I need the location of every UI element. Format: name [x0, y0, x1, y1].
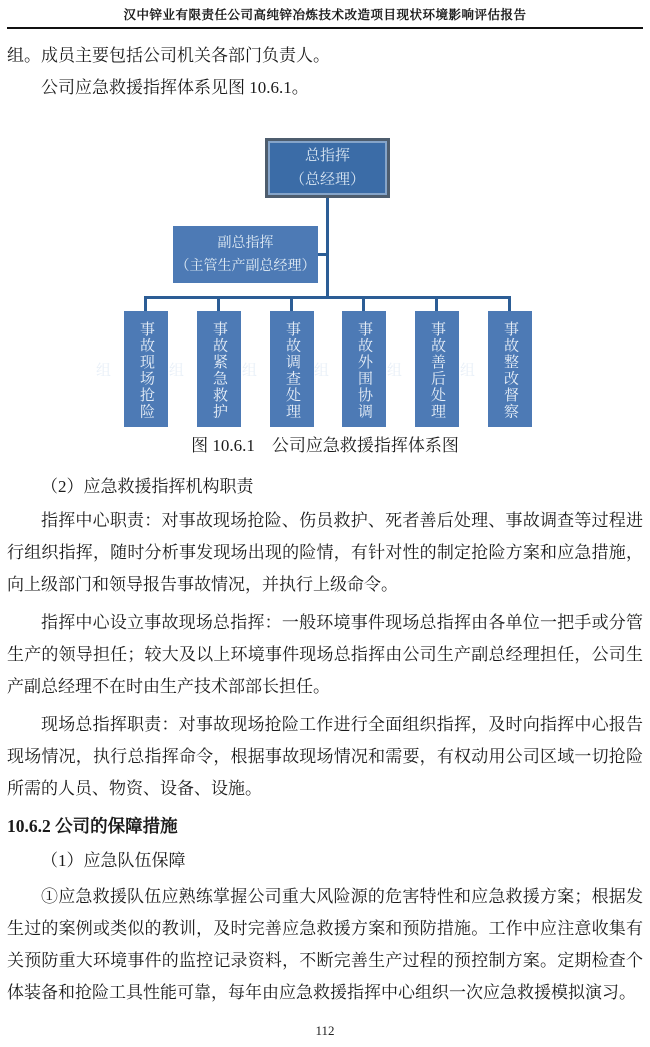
commander-label-line2: （总经理） — [289, 172, 365, 188]
connector-drop-3 — [290, 296, 293, 312]
figure-caption: 图 10.6.1 公司应急救援指挥体系图 — [191, 436, 459, 455]
connector-drop-6 — [508, 296, 511, 312]
list-item-sub1: （1）应急队伍保障 — [41, 851, 186, 870]
paragraph-onsite-commander-setup: 指挥中心设立事故现场总指挥：一般环境事件现场总指挥由各单位一把手或分管生产的领导担任；较大及以上环境事件现场总指挥由公司生产副总经理担任，公司生产副总经理不在时由生产技术部部长担任。 — [7, 613, 643, 696]
paragraph-figure-intro: 公司应急救援指挥体系见图 10.6.1。 — [41, 78, 309, 97]
list-item-section2: （2）应急救援指挥机构职责 — [41, 477, 254, 496]
org-chart-node-commander — [265, 138, 390, 198]
org-chart-node-group-aftermath: 事故善后处理组 — [415, 311, 459, 427]
connector-drop-2 — [217, 296, 220, 312]
commander-label-line1: 总指挥 — [304, 148, 350, 164]
connector-drop-5 — [435, 296, 438, 312]
org-chart-node-group-rescue: 事故现场抢险组 — [124, 311, 168, 427]
org-chart-node-group-investigation: 事故调查处理组 — [270, 311, 314, 427]
section-heading-1062: 10.6.2 公司的保障措施 — [7, 816, 178, 836]
paragraph-command-center-duty: 指挥中心职责：对事故现场抢险、伤员救护、死者善后处理、事故调查等过程进行组织指挥，随时分析事发现场出现的险情，有针对性的制定抢险方案和应急措施，向上级部门和领导报告事故情况，并执行上级命令。 — [7, 511, 643, 594]
connector-drop-4 — [362, 296, 365, 312]
org-chart — [0, 138, 650, 428]
deputy-label-line2: （主管生产副总经理） — [175, 258, 316, 274]
page-header — [0, 0, 650, 29]
deputy-label-line1: 副总指挥 — [217, 235, 274, 251]
connector-horizontal — [144, 296, 511, 299]
paragraph-onsite-commander-duty: 现场总指挥职责：对事故现场抢险工作进行全面组织指挥，及时向指挥中心报告现场情况，执行总指挥命令，根据事故现场情况和需要，有权动用公司区域一切抢险所需的人员、物资、设备、设施。 — [7, 715, 643, 798]
org-chart-node-deputy — [173, 226, 318, 283]
org-chart-node-group-coordination: 事故外围协调组 — [342, 311, 386, 427]
header-title: 汉中锌业有限责任公司高纯锌冶炼技术改造项目现状环境影响评估报告 — [123, 8, 527, 22]
page-number: 112 — [315, 1023, 335, 1038]
connector-vertical-main — [326, 198, 329, 296]
page-content — [0, 40, 650, 1009]
header-divider — [7, 27, 643, 29]
org-chart-node-group-medical: 事故紧急救护组 — [197, 311, 241, 427]
connector-drop-1 — [144, 296, 147, 312]
paragraph-member-continuation: 组。成员主要包括公司机关各部门负责人。 — [7, 46, 330, 65]
org-chart-node-group-supervision: 事故整改督察组 — [488, 311, 532, 427]
paragraph-emergency-team: ①应急救援队伍应熟练掌握公司重大风险源的危害特性和应急救援方案；根据发生过的案例或类似的教训，及时完善应急救援方案和预防措施。工作中应注意收集有关预防重大环境事件的监控记录资料，不断完善生产过程的预控制方案。定期检查个体装备和抢险工具性能可靠，每年由应急救援指挥中心组织一次应急救援模拟演习。 — [7, 887, 643, 1002]
